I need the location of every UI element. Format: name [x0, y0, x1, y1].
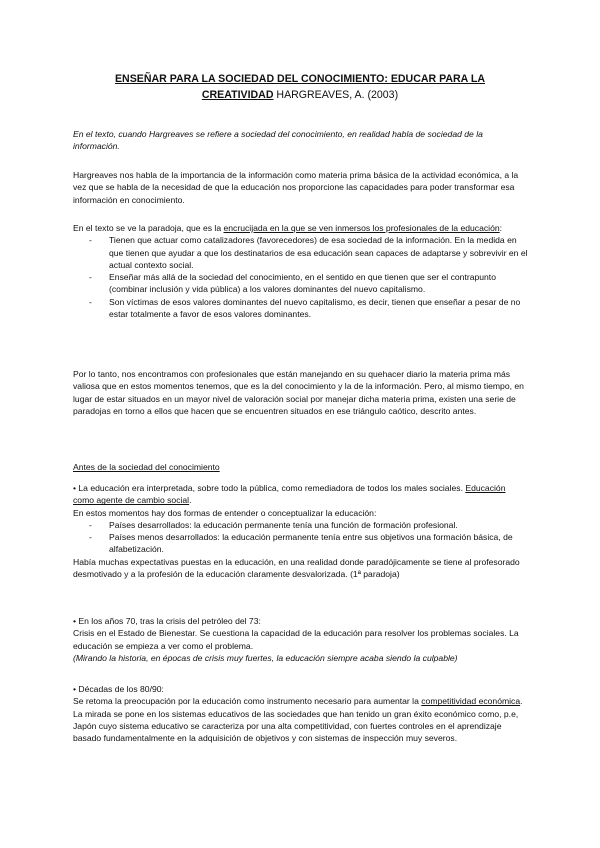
paradox-list [73, 234, 528, 320]
paradox-underlined: encrucijada en la que se ven inmersos los profesionales de la educación [223, 223, 500, 233]
forms-intro: En estos momentos hay dos formas de entender o conceptualizar la educación: [73, 507, 377, 518]
title-author: HARGREAVES, A. (2003) [273, 89, 399, 101]
list-item: - Países desarrollados: la educación permanente tenía una función de formación profesional. [73, 519, 528, 531]
forms-list [73, 519, 528, 556]
title-bold-line2: CREATIVIDAD [201, 89, 274, 101]
eighties-heading: • Décadas de los 80/90: [73, 684, 164, 694]
eighties-lead: Se retoma la preocupación por la educación como instrumento necesario para aumentar la [73, 696, 422, 707]
list-item: - Son víctimas de esos valores dominantes del nuevo capitalismo, es decir, tienen que enseñar a pesar de no estar totalmente a favor de esos valores dominantes. [73, 296, 528, 321]
expectations-text: Había muchas expectativas puestas en la educación, en una realidad donde paradójicamente se tiene al profesorado desmotivado y a la profesión de la educación claramente desvalorizada. (1ª paradoja) [73, 556, 520, 580]
list-item: - Enseñar más allá de la sociedad del conocimiento, en el sentido en que tienen que ser el contrapunto (combinar inclusión y vida pública) a los valores dominantes del nuevo capitalismo. [73, 271, 528, 296]
eighties-underlined: competitividad económica [421, 696, 521, 707]
seventies-note: (Mirando la historia, en épocas de crisis muy fuertes, la educación siempre acaba siendo la culpable) [73, 652, 458, 663]
title-bold-line1: ENSEÑAR PARA LA SOCIEDAD DEL CONOCIMIENTO: EDUCAR PARA LA [114, 73, 485, 85]
remedial-text: • La educación era interpretada, sobre todo la pública, como remediadora de todos los males sociales. [73, 483, 466, 493]
section-block-remedial [73, 482, 528, 580]
paragraph-information: Hargreaves nos habla de la importancia de la información como materia prima básica de la actividad económica, a la vez que se habla de la necesidad de que la educación nos proporcione las capacidades para poder transformar esa información en conocimiento. [73, 170, 519, 205]
section-block-80s-90s [73, 683, 528, 744]
paragraph-paradox [73, 222, 528, 320]
paradox-lead: En el texto se ve la paradoja, que es la [73, 223, 224, 233]
document-title [72, 71, 528, 103]
remedial-underlined: Educación como agente de cambio social [73, 483, 506, 506]
paragraph-conclusion: Por lo tanto, nos encontramos con profesionales que están manejando en su quehacer diario la materia prima más valiosa que en estos momentos tenemos, que es la del conocimiento y la de la información. Pero, al mismo tiempo, en lugar de estar situados en un mayor nivel de valoración social por manejar dicha materia prima, existen una serie de paradojas en torno a ellos que hacen que se encuentren situados en ese triángulo caótico, descrito antes. [73, 369, 524, 416]
list-item: - Países menos desarrollados: la educación permanente tenía entre sus objetivos una formación básica, de alfabetización. [73, 531, 528, 556]
section-block-70s [73, 615, 528, 664]
paradox-tail: : [499, 223, 503, 233]
intro-paragraph: En el texto, cuando Hargreaves se refiere a sociedad del conocimiento, en realidad habla de sociedad de la información. [73, 129, 483, 152]
seventies-heading: • En los años 70, tras la crisis del petróleo del 73: [73, 616, 261, 626]
eighties-tail: . La mirada se pone en los sistemas educativos de las sociedades que han tenido un gran éxito económico como, p.e, Japón cuyo sistema educativo se caracteriza por una alta competitividad, con fuertes controles en el aprendizaje basado fundamentalmente en la adquisición de objetivos y con sistemas de inspección muy severos. [73, 696, 523, 744]
list-item: - Tienen que actuar como catalizadores (favorecedores) de esa sociedad de la información. En la medida en que tienen que ayudar a que los destinatarios de esa educación sean capaces de adaptarse y sobrevivir en el actual contexto social. [73, 234, 528, 271]
seventies-text: Crisis en el Estado de Bienestar. Se cuestiona la capacidad de la educación para resolver los problemas sociales. La educación se empieza a ver como el problema. [73, 628, 519, 651]
section-heading: Antes de la sociedad del conocimiento [73, 462, 220, 472]
remedial-tail: . [189, 495, 192, 506]
